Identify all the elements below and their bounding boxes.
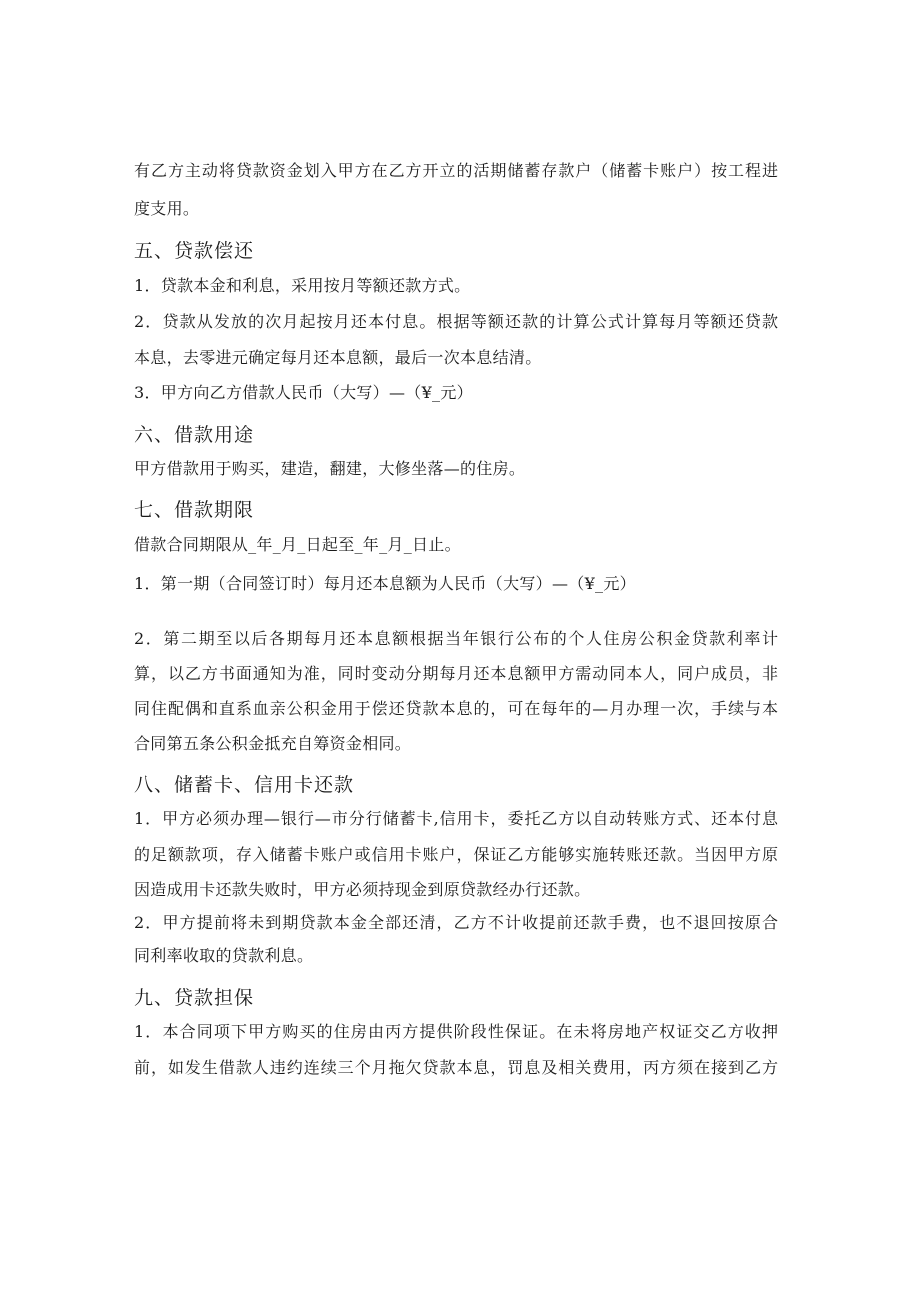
intro-line-1: 有乙方主动将贷款资金划入甲方在乙方开立的活期储蓄存款户（储蓄卡账户）按工程进 bbox=[134, 161, 778, 180]
section-7-heading: 七、借款期限 bbox=[134, 499, 255, 521]
section-6-heading: 六、借款用途 bbox=[134, 424, 255, 446]
section-7-item-2-line-4: 合同第五条公积金抵充自筹资金相同。 bbox=[134, 734, 412, 753]
section-7-item-2-line-1: 2．第二期至以后各期每月还本息额根据当年银行公布的个人住房公积金贷款利率计 bbox=[134, 629, 778, 648]
section-7-text: 借款合同期限从_年_月_日起至_年_月_日止。 bbox=[134, 535, 461, 554]
section-5-item-2-line-1: 2．贷款从发放的次月起按月还本付息。根据等额还款的计算公式计算每月等额还贷款 bbox=[134, 312, 778, 331]
section-7-item-1: 1．第一期（合同签订时）每月还本息额为人民币（大写）—（¥_元） bbox=[134, 574, 636, 593]
section-5-item-3: 3．甲方向乙方借款人民币（大写）—（¥_元） bbox=[134, 383, 473, 402]
section-9-item-1-line-1: 1．本合同项下甲方购买的住房由丙方提供阶段性保证。在未将房地产权证交乙方收押 bbox=[134, 1022, 778, 1041]
section-9-heading: 九、贷款担保 bbox=[134, 987, 255, 1009]
section-8-item-2-line-1: 2．甲方提前将未到期贷款本金全部还清，乙方不计收提前还款手费，也不退回按原合 bbox=[134, 913, 778, 932]
section-7-item-2-line-2: 算，以乙方书面通知为准，同时变动分期每月还本息额甲方需动同本人，同户成员，非 bbox=[134, 664, 778, 683]
section-6-text: 甲方借款用于购买，建造，翻建，大修坐落—的住房。 bbox=[134, 459, 526, 478]
section-8-item-1-line-3: 因造成用卡还款失败时，甲方必须持现金到原贷款经办行还款。 bbox=[134, 880, 591, 899]
section-8-item-2-line-2: 同利率收取的贷款利息。 bbox=[134, 946, 314, 965]
section-9-item-1-line-2: 前，如发生借款人违约连续三个月拖欠贷款本息，罚息及相关费用，丙方须在接到乙方 bbox=[134, 1058, 778, 1077]
section-5-item-2-line-2: 本息，去零进元确定每月还本息额，最后一次本息结清。 bbox=[134, 348, 542, 367]
section-5-item-1: 1．贷款本金和利息，采用按月等额还款方式。 bbox=[134, 276, 471, 295]
intro-line-2: 度支用。 bbox=[134, 199, 200, 218]
section-8-heading: 八、储蓄卡、信用卡还款 bbox=[134, 774, 355, 796]
section-5-heading: 五、贷款偿还 bbox=[134, 240, 255, 262]
section-8-item-1-line-2: 的足额款项，存入储蓄卡账户或信用卡账户，保证乙方能够实施转账还款。当因甲方原 bbox=[134, 845, 778, 864]
section-7-item-2-line-3: 同住配偶和直系血亲公积金用于偿还贷款本息的，可在每年的—月办理一次，手续与本 bbox=[134, 699, 778, 718]
section-8-item-1-line-1: 1．甲方必须办理—银行—市分行储蓄卡,信用卡，委托乙方以自动转账方式、还本付息 bbox=[134, 809, 778, 828]
